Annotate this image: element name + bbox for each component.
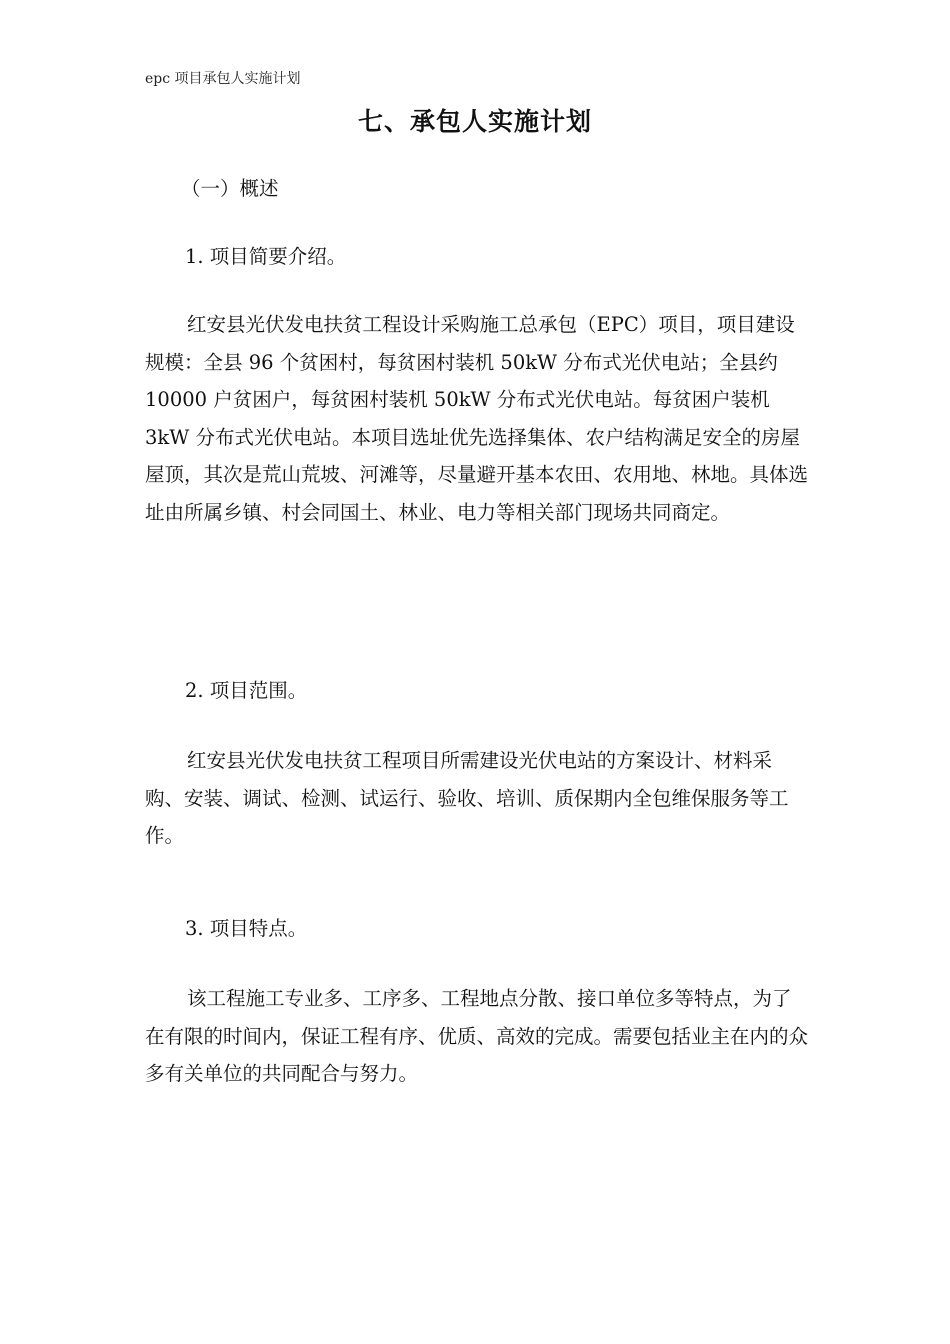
item-body-introduction: 红安县光伏发电扶贫工程设计采购施工总承包（EPC）项目，项目建设规模：全县 96 个贫困村，每贫困村装机 50kW 分布式光伏电站；全县约 10000 户贫困户，每贫困村装机 50kW 分布式光伏电站。每贫困户装机 3kW 分布式光伏电站。本项目选址优先选择集体、农户结构满足安全的房屋屋顶，其次是荒山荒坡、河滩等，尽量避开基本农田、农用地、林地。具体选址由所属乡镇、村会同国土、林业、电力等相关部门现场共同商定。 <box>145 313 809 524</box>
running-header: epc 项目承包人实施计划 <box>145 71 301 87</box>
item-heading-scope: 2. 项目范围。 <box>185 679 308 702</box>
document-title: 七、承包人实施计划 <box>357 107 592 136</box>
item-body-features: 该工程施工专业多、工序多、工程地点分散、接口单位多等特点，为了在有限的时间内，保证工程有序、优质、高效的完成。需要包括业主在内的众多有关单位的共同配合与努力。 <box>145 987 809 1085</box>
section-heading-overview: （一）概述 <box>181 177 279 200</box>
item-heading-introduction: 1. 项目简要介绍。 <box>185 245 347 268</box>
item-heading-features: 3. 项目特点。 <box>185 917 308 940</box>
item-body-scope: 红安县光伏发电扶贫工程项目所需建设光伏电站的方案设计、材料采购、安装、调试、检测、试运行、验收、培训、质保期内全包维保服务等工作。 <box>145 749 789 847</box>
